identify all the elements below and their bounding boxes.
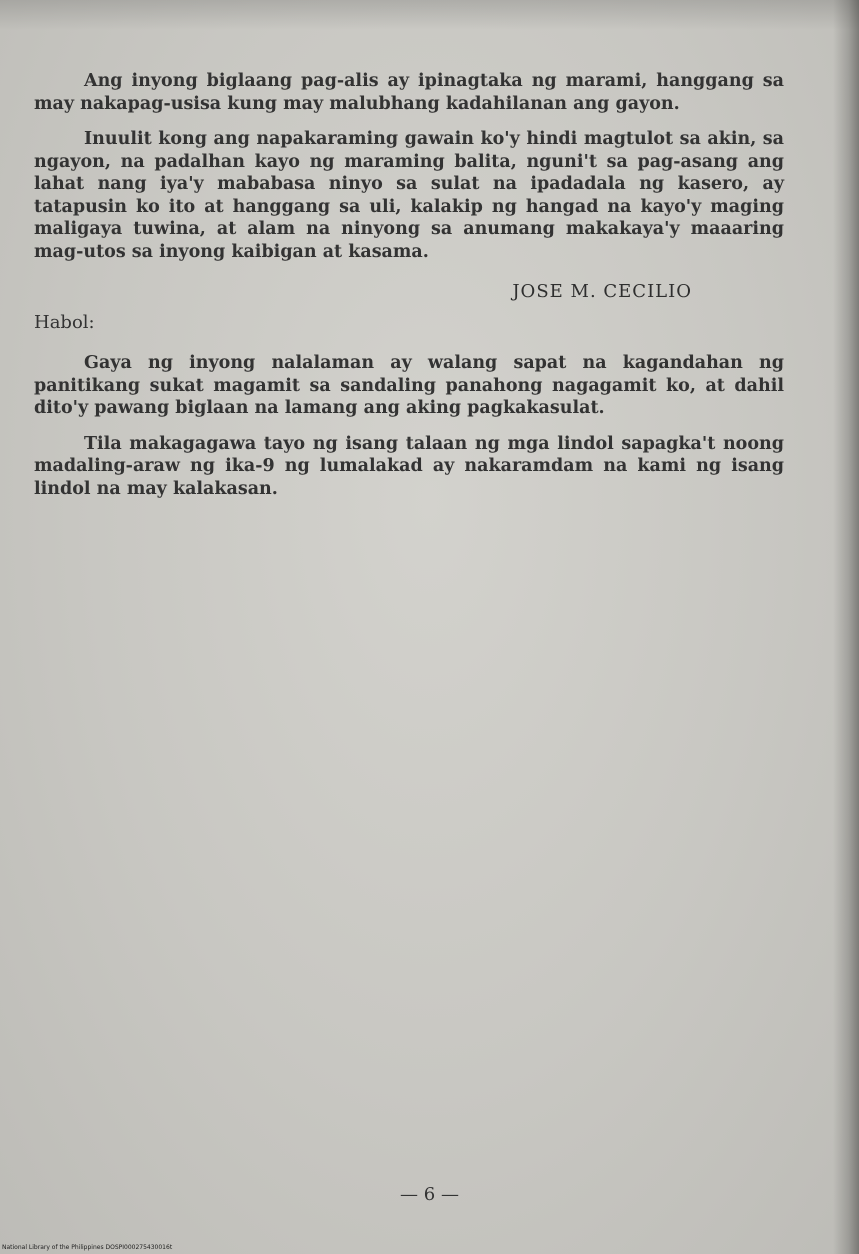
signature: JOSE M. CECILIO	[512, 281, 692, 302]
paragraph-earthquake: Tila makagagawa tayo ng isang talaan ng mga lindol sapagka't noong madaling-araw ng ika-9 ng lumalakad ay nakaramdam na kami ng isang lindol na may kalakasan.	[34, 433, 784, 499]
top-shadow	[0, 0, 859, 30]
paragraph-departure: Ang inyong biglaang pag-alis ay ipinagtaka ng marami, hanggang sa may nakapag-usisa kung may malubhang kadahilanan ang gayon.	[34, 71, 784, 114]
postscript-label: Habol:	[34, 311, 95, 333]
binding-edge-shadow	[833, 0, 859, 1254]
page-number: — 6 —	[400, 1184, 459, 1205]
letter-body	[34, 70, 784, 513]
paragraph-repeat: Inuulit kong ang napakaraming gawain ko'y hindi magtulot sa akin, sa ngayon, na padalhan kayo ng maraming balita, nguni't sa pag-asang ang lahat nang iya'y mababasa ninyo sa sulat na ipadadala ng kasero, ay tatapusin ko ito at hanggang sa uli, kalakip ng hangad na kayo'y maging maligaya tuwina, at alam na ninyong sa anumang makakaya'y maaaring mag-utos sa inyong kaibigan at kasama.	[34, 129, 784, 262]
library-credit: National Library of the Philippines DOSPI000275430016t	[2, 1244, 173, 1251]
paragraph-literature: Gaya ng inyong nalalaman ay walang sapat na kagandahan ng panitikang sukat magamit sa sandaling panahong nagagamit ko, at dahil dito'y pawang biglaan na lamang ang aking pagkakasulat.	[34, 353, 784, 418]
